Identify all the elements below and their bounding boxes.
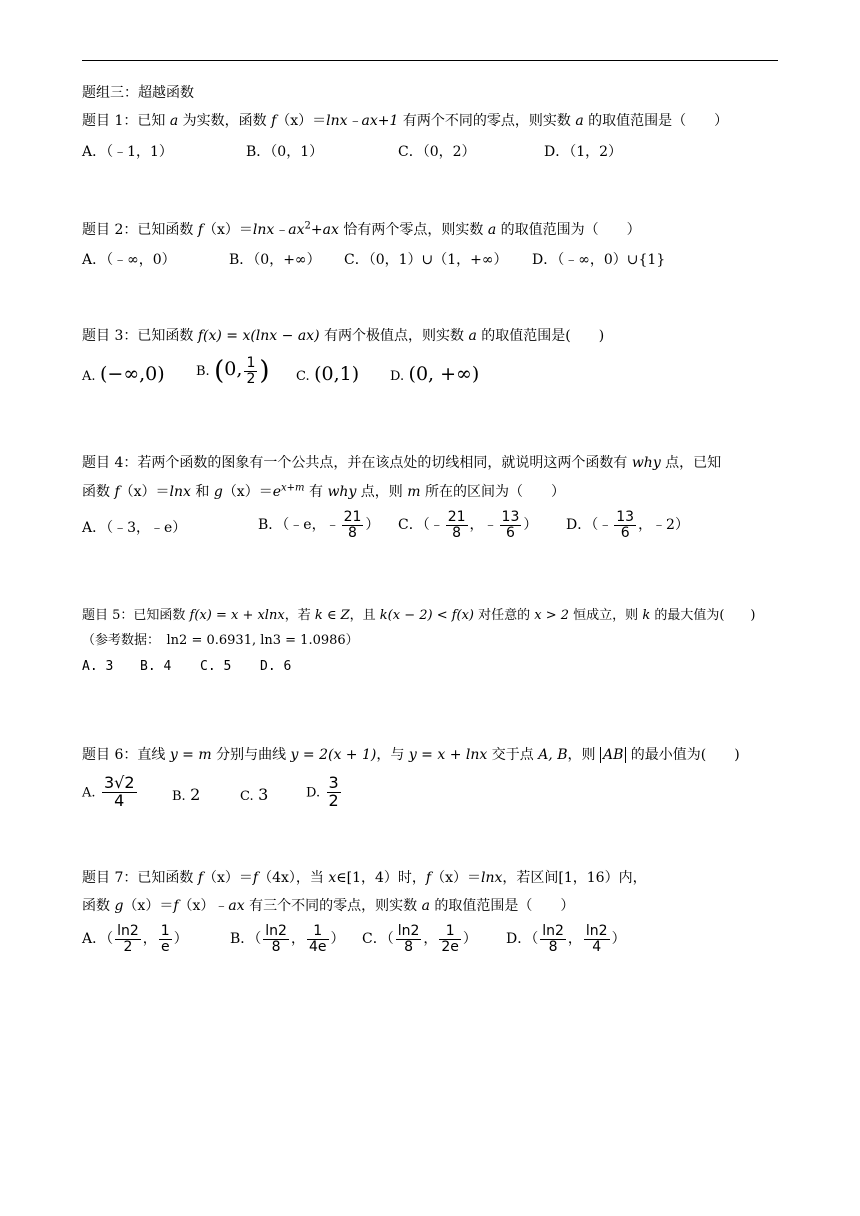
q7-option-a: A．（ $\frac{\ln 2}{2}$ ， $\frac{1}{e}$ ） [82, 923, 188, 955]
q2-option-c: C．（0，1）∪（1，+∞） [344, 252, 508, 268]
q5-option-a: A. 3 [82, 659, 114, 674]
q3-opt-a-value: (−∞,0) [99, 363, 165, 385]
q3-option-c [296, 364, 359, 387]
q3-suffix2: 的取值范围是( ) [476, 328, 605, 344]
q2-sup: 2 [304, 220, 311, 232]
q7-option-c: C．（ $\frac{\ln 2}{8}$ ， $\frac{1}{2e}$ ） [362, 923, 477, 955]
q6-option-d: D. $\frac{3}{2}$ [306, 773, 339, 810]
q3-opt-a-label: A. [82, 369, 96, 384]
q2-option-b: B．（0，+∞） [229, 252, 321, 268]
q1-var-a: a [169, 113, 179, 129]
q1-f: f [271, 113, 277, 129]
q3-opt-b-pre: 0, [224, 358, 243, 381]
q1-mid: 为实数，函数 [178, 113, 272, 129]
q3-suffix: 有两个极值点，则实数 [319, 328, 469, 344]
question-2 [82, 220, 641, 240]
q6-option-c: C. 3 [240, 785, 269, 804]
q2-prefix: 题目 2：已知函数 [82, 222, 198, 238]
q5-option-d: D. 6 [260, 659, 292, 674]
q6-option-a: A. $\frac{3√2}{4}$ [82, 773, 135, 810]
q3-option-b: B. (0, $\frac{1}{2}$ ) [196, 355, 270, 387]
q4-line1-b: 点，已知 [660, 455, 722, 471]
q7-option-b: B．（ $\frac{\ln 2}{8}$ ， $\frac{1}{4e}$ ） [230, 923, 345, 955]
q1-var-a-2: a [575, 113, 584, 129]
q2-option-a: A．（﹣∞，0） [82, 252, 176, 268]
q3-opt-b-label: B. [196, 364, 210, 380]
q7-option-d: D．（ $\frac{\ln 2}{8}$ ， $\frac{\ln 2}{4}$ ） [506, 923, 626, 955]
q3-expr: f(x) = x(lnx − ax) [197, 328, 320, 344]
question-4-line-1 [82, 453, 721, 473]
header-rule [82, 60, 778, 61]
question-5-reference: （参考数据： ln2 = 0.6931, ln3 = 1.0986） [82, 633, 359, 648]
q1-option-b: B．（0，1） [246, 144, 324, 160]
q5-option-c: C. 5 [200, 659, 232, 674]
question-7-line-1: 题目 7：已知函数 f（x）＝f（4x），当 x∈[1，4）时，f（x）＝lnx，若区间[1，16）内， [82, 870, 647, 886]
section-title: 题组三：超越函数 [82, 85, 194, 101]
q3-var-a: a [468, 328, 477, 344]
q2-expr-a: lnx﹣ax [252, 222, 305, 238]
q1-option-d: D．（1，2） [544, 144, 623, 160]
q3-option-d [390, 364, 479, 387]
q1-expr: lnx﹣ax+1 [326, 113, 399, 129]
q2-paren: （x）＝ [203, 222, 253, 238]
q3-opt-b-fraction: $\frac{1}{2}$ [246, 355, 256, 387]
q4-option-d: D．（﹣ $\frac{13}{6}$ ，﹣2） [566, 509, 689, 541]
q2-var-a: a [487, 222, 497, 238]
q4-option-c: C．（﹣ $\frac{21}{8}$ ，﹣ $\frac{13}{6}$ ） [398, 509, 538, 541]
q4-why: why [631, 455, 661, 471]
q1-option-c: C．（0，2） [398, 144, 476, 160]
q3-opt-c-label: C. [296, 369, 310, 384]
q1-paren: （x）＝ [276, 113, 327, 129]
q4-option-b: B．（﹣e，﹣ $\frac{21}{8}$ ） [258, 509, 380, 541]
q1-suffix: 有两个不同的零点，则实数 [398, 113, 576, 129]
q3-option-a [82, 364, 165, 387]
question-1 [82, 111, 728, 131]
q1-option-a: A．（﹣1，1） [82, 144, 173, 160]
question-7-line-2: 函数 g（x）＝f（x）﹣ax 有三个不同的零点，则实数 a 的取值范围是（ ） [82, 898, 575, 914]
q2-expr-b: +ax [310, 222, 339, 238]
q4-option-a: A．（﹣3，﹣e） [82, 520, 187, 536]
q3-opt-d-label: D. [390, 369, 405, 384]
q3-prefix: 题目 3：已知函数 [82, 328, 198, 344]
question-3 [82, 326, 604, 346]
q5-option-b: B. 4 [140, 659, 172, 674]
q1-prefix: 题目 1：已知 [82, 113, 170, 129]
question-5: 题目 5：已知函数 f(x) = x + xlnx，若 k ∈ Z，且 k(x − 2) < f(x) 对任意的 x > 2 恒成立，则 k 的最大值为( ) [82, 608, 756, 623]
question-6: 题目 6：直线 y = m 分别与曲线 y = 2(x + 1)，与 y = x + lnx 交于点 A, B，则 AB 的最小值为( ) [82, 747, 740, 763]
q3-opt-c-value: (0,1) [314, 363, 360, 385]
q6-option-b: B. 2 [172, 785, 201, 804]
q2-suffix: 恰有两个零点，则实数 [338, 222, 488, 238]
q2-option-d: D．（﹣∞，0）∪{1} [532, 252, 666, 268]
q2-suffix2: 的取值范围为（ ） [496, 222, 641, 238]
question-4-line-2: 函数 f（x）＝lnx 和 $g(x)=e^{x+m}$ 有 why 点，则 m 所在的区间为（ ） [82, 482, 565, 500]
q2-f: f [197, 222, 203, 238]
q1-suffix2: 的取值范围是（ ） [583, 113, 729, 129]
q4-line1-a: 题目 4：若两个函数的图象有一个公共点，并在该点处的切线相同，就说明这两个函数有 [82, 455, 632, 471]
q3-opt-d-value: (0, +∞) [408, 363, 480, 385]
